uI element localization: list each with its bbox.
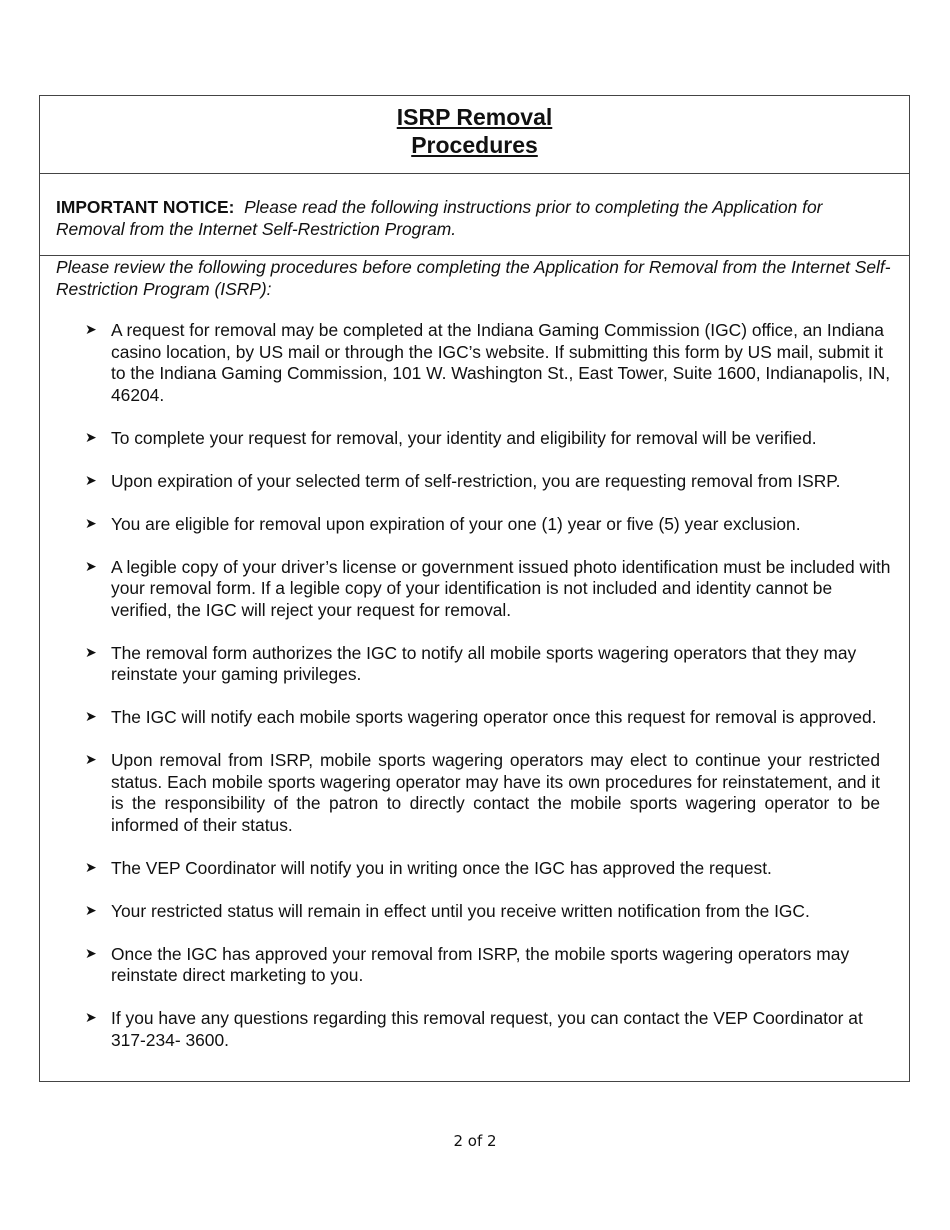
arrowhead-bullet-icon: ➤	[85, 515, 97, 532]
list-item	[56, 320, 893, 406]
procedures-section	[40, 257, 909, 1051]
list-item-text: The VEP Coordinator will notify you in writing once the IGC has approved the request.	[111, 857, 772, 878]
list-item	[56, 901, 893, 923]
list-item	[56, 707, 893, 729]
list-item-text: Once the IGC has approved your removal from ISRP, the mobile sports wagering operators may reinstate direct marketing to you.	[111, 943, 850, 985]
list-item	[56, 858, 893, 880]
arrowhead-bullet-icon: ➤	[85, 709, 97, 725]
notice-text: Please read the following instructions prior to completing the Application for Removal from the Internet Self-Restriction Program.	[56, 197, 823, 239]
list-item-text: The removal form authorizes the IGC to notify all mobile sports wagering operators that they may reinstate your gaming privileges.	[111, 642, 857, 684]
list-item-text: Upon expiration of your selected term of self-restriction, you are requesting removal from ISRP.	[111, 470, 841, 491]
arrowhead-bullet-icon: ➤	[85, 945, 97, 962]
list-item	[56, 750, 893, 836]
list-item	[56, 557, 893, 622]
notice-label: IMPORTANT NOTICE:	[56, 197, 235, 217]
list-item	[56, 428, 893, 450]
arrowhead-bullet-icon: ➤	[85, 859, 97, 876]
list-item-text: To complete your request for removal, your identity and eligibility for removal will be verified.	[111, 427, 817, 448]
list-item	[56, 944, 893, 987]
arrowhead-bullet-icon: ➤	[85, 322, 97, 338]
arrowhead-bullet-icon: ➤	[85, 1010, 97, 1026]
list-item-text: Upon removal from ISRP, mobile sports wagering operators may elect to continue your restricted status. Each mobile sports wagering operator may have its own procedures for reinstatement, and it is the responsibility of the patron to directly contact the mobile sports wagering operator to be informed of their status.	[111, 750, 880, 835]
list-item-text: The IGC will notify each mobile sports wagering operator once this request for removal is approved.	[111, 707, 877, 727]
arrowhead-bullet-icon: ➤	[85, 472, 97, 489]
arrowhead-bullet-icon: ➤	[85, 429, 97, 446]
procedures-table	[39, 95, 910, 1082]
arrowhead-bullet-icon: ➤	[85, 752, 97, 768]
list-item-text: You are eligible for removal upon expiration of your one (1) year or five (5) year exclusion.	[111, 513, 801, 534]
important-notice	[40, 174, 909, 256]
list-item-text: A request for removal may be completed at the Indiana Gaming Commission (IGC) office, an Indiana casino location, by US mail or through the IGC’s website. If submitting this form by US mail, submit it to the Indiana Gaming Commission, 101 W. Washington St., East Tower, Suite 1600, Indianapolis, IN, 46204.	[111, 320, 891, 405]
procedures-list	[56, 320, 893, 1051]
arrowhead-bullet-icon: ➤	[85, 558, 97, 575]
title-cell	[40, 96, 909, 174]
page-title-line-2: Procedures	[411, 132, 538, 158]
page-number: 2 of 2	[453, 1132, 497, 1150]
list-item	[56, 514, 893, 536]
list-item	[56, 1008, 893, 1051]
page-title-line-1: ISRP Removal	[396, 104, 553, 130]
list-item-text: If you have any questions regarding this removal request, you can contact the VEP Coordinator at 317-234- 3600.	[111, 1008, 863, 1050]
list-item	[56, 471, 893, 493]
list-item	[56, 643, 893, 686]
arrowhead-bullet-icon: ➤	[85, 644, 97, 661]
arrowhead-bullet-icon: ➤	[85, 902, 97, 919]
intro-text: Please review the following procedures before completing the Application for Removal from the Internet Self-Restriction Program (ISRP):	[56, 257, 891, 299]
list-item-text: A legible copy of your driver’s license or government issued photo identification must be included with your removal form. If a legible copy of your identification is not included and identity cannot be verified, the IGC will reject your request for removal.	[111, 556, 891, 620]
list-item-text: Your restricted status will remain in effect until you receive written notification from the IGC.	[111, 900, 810, 921]
